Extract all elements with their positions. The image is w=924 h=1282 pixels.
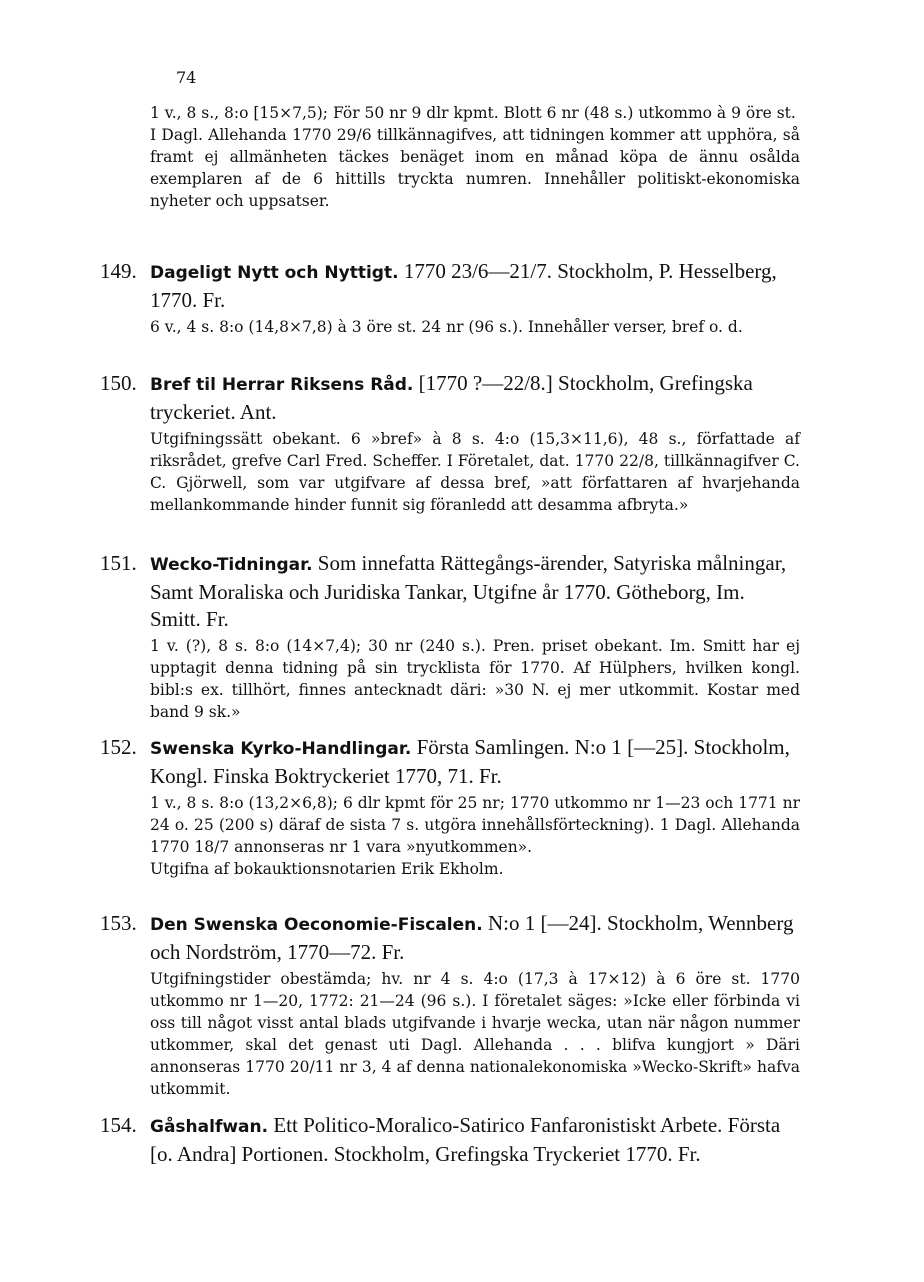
entry-imprint: Ett Politico-Moralico-Satirico Fanfaronistiskt Arbete. Första [o. Andra] Portionen. Stockholm, Grefingska Tryckeriet 1770. Fr. [150, 1113, 781, 1166]
entry-description: Utgifningssätt obekant. 6 »bref» à 8 s. 4:o (15,3×11,6), 48 s., författade af riksrådet, grefve Carl Fred. Scheffer. I Företalet, dat. 1770 22/8, tillkännagifver C. C. Gjörwell, som var utgifvare af dessa bref, »att författaren af hvarjehanda mellankommande hinder funnit sig föranledd att desamma afbryta.» [150, 430, 800, 514]
entry-152 [100, 734, 800, 880]
intro-line: I Dagl. Allehanda 1770 29/6 tillkännagifves, att tidningen kommer att upphöra, så framt ej allmänheten täckes benäget inom en månad köpa de ännu osålda exemplaren af de 6 hittills tryckta numren. Innehåller politiskt-ekonomiska nyheter och uppsatser. [150, 126, 800, 210]
intro-block [150, 102, 800, 212]
entry-number: 154. [100, 1113, 137, 1137]
entry-title: Gåshalfwan. [150, 1117, 269, 1137]
entry-number: 149. [100, 259, 137, 283]
entry-150 [100, 370, 800, 516]
entry-imprint: Första Samlingen. N:o 1 [—25]. Stockholm, Kongl. Finska Boktryckeriet 1770, 71. Fr. [150, 735, 790, 788]
entry-title: Swenska Kyrko-Handlingar. [150, 739, 412, 759]
entry-title: Wecko-Tidningar. [150, 555, 313, 575]
entry-153 [100, 910, 800, 1100]
page-number: 74 [176, 68, 197, 87]
entry-imprint: [1770 ?—22/8.] Stockholm, Grefingska tryckeriet. Ant. [150, 371, 753, 424]
entry-title: Dageligt Nytt och Nyttigt. [150, 263, 399, 283]
entry-151 [100, 550, 800, 723]
entry-title: Bref til Herrar Riksens Råd. [150, 375, 414, 395]
entry-description: Utgifna af bokauktionsnotarien Erik Ekholm. [150, 860, 504, 878]
entry-number: 151. [100, 551, 137, 575]
entry-description: Utgifningstider obestämda; hv. nr 4 s. 4:o (17,3 à 17×12) à 6 öre st. 1770 utkommo nr 1—20, 1772: 21—24 (96 s.). I företalet säges: »Icke eller förbinda vi oss till något visst antal blads utgifvande i hvarje wecka, utan när någon nummer utkommer, skal det genast uti Dagl. Allehanda . . . blifva kungjort » Däri annonseras 1770 20/11 nr 3, 4 af denna nationalekonomiska »Wecko-Skrift» hafva utkommit. [150, 970, 800, 1098]
intro-line: 1 v., 8 s., 8:o [15×7,5); För 50 nr 9 dlr kpmt. Blott 6 nr (48 s.) utkommo à 9 öre st. [150, 104, 796, 122]
entry-title: Den Swenska Oeconomie-Fiscalen. [150, 915, 483, 935]
entry-149 [100, 258, 800, 338]
entry-number: 150. [100, 371, 137, 395]
entry-number: 153. [100, 911, 137, 935]
entry-description: 6 v., 4 s. 8:o (14,8×7,8) à 3 öre st. 24 nr (96 s.). Innehåller verser, bref o. d. [150, 318, 743, 336]
entry-154 [100, 1112, 800, 1168]
entry-number: 152. [100, 735, 137, 759]
entry-imprint: 1770 23/6—21/7. Stockholm, P. Hesselberg, 1770. Fr. [150, 259, 777, 312]
entry-imprint: N:o 1 [—24]. Stockholm, Wennberg och Nordström, 1770—72. Fr. [150, 911, 794, 964]
entry-description: 1 v., 8 s. 8:o (13,2×6,8); 6 dlr kpmt för 25 nr; 1770 utkommo nr 1—23 och 1771 nr 24 o. 25 (200 s) däraf de sista 7 s. utgöra innehållsförteckning). 1 Dagl. Allehanda 1770 18/7 annonseras nr 1 vara »nyutkommen». [150, 794, 800, 856]
entry-description: 1 v. (?), 8 s. 8:o (14×7,4); 30 nr (240 s.). Pren. priset obekant. Im. Smitt har ej upptagit denna tidning på sin trycklista för 1770. Af Hülphers, hvilken kongl. bibl:s ex. tillhört, finnes antecknadt däri: »30 N. ej mer utkommit. Kostar med band 9 sk.» [150, 637, 800, 721]
entry-imprint: Som innefatta Rättegångs-ärender, Satyriska målningar, Samt Moraliska och Juridiska Tankar, Utgifne år 1770. Götheborg, Im. Smitt. Fr. [150, 551, 787, 631]
